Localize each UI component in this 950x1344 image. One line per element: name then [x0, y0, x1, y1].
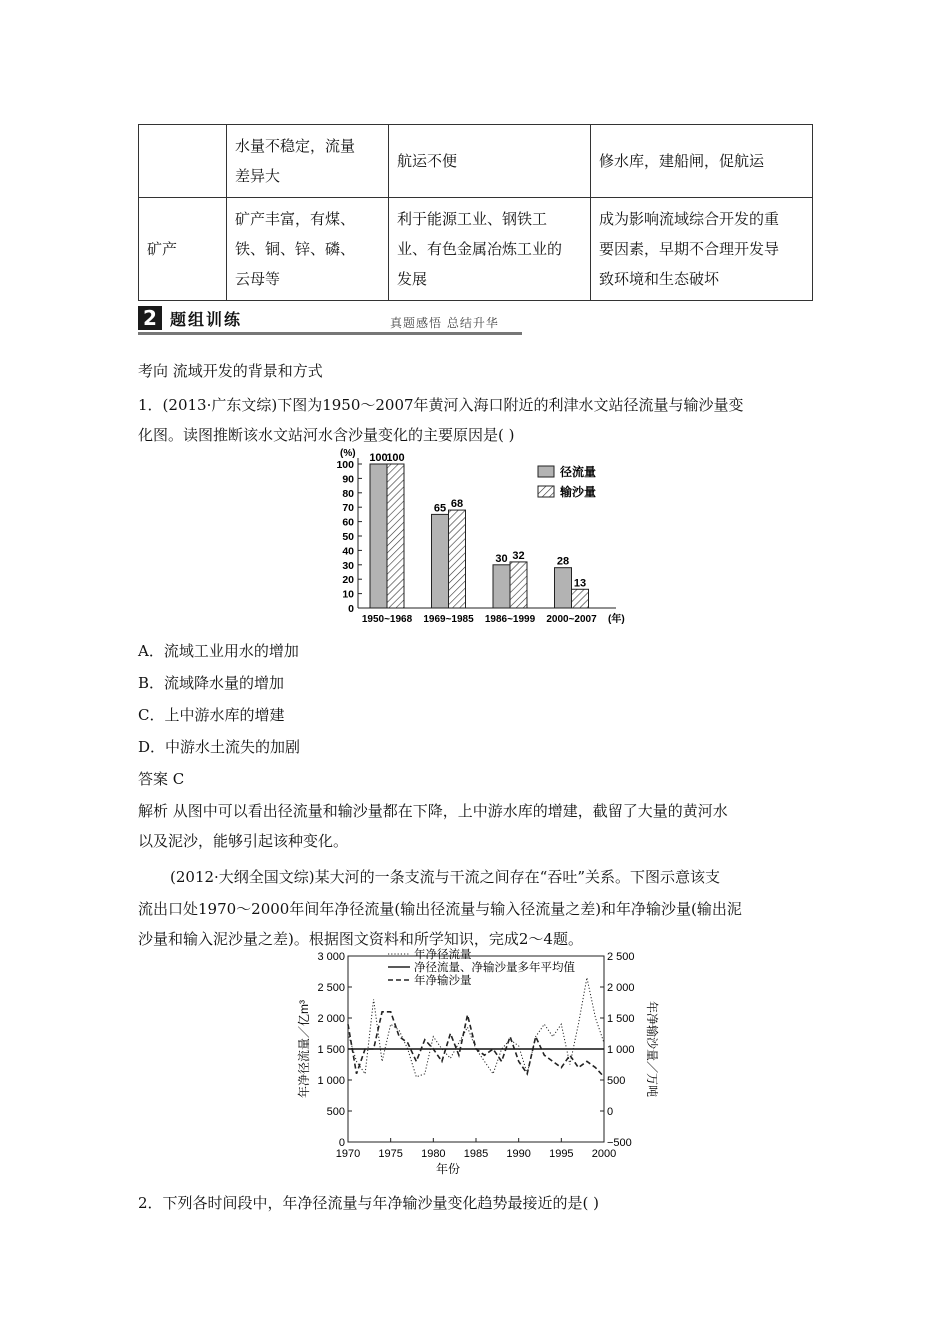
y-right-axis-label: 年净输沙量／万吨 — [645, 1000, 659, 1098]
y-tick-label: 40 — [342, 545, 354, 558]
x-tick-label: 1969~1985 — [423, 614, 474, 625]
legend-label: 输沙量 — [560, 485, 597, 499]
x-tick-label: 1980 — [421, 1148, 446, 1160]
y-tick-label: 80 — [342, 487, 354, 500]
bar — [493, 565, 510, 608]
y-tick-label: 0 — [348, 603, 354, 615]
passage-line-2: 流出口处1970～2000年间年净径流量(输出径流量与输入径流量之差)和年净输沙量(输出泥 — [138, 900, 742, 918]
topic-line: 考向 流域开发的背景和方式 — [138, 362, 323, 380]
x-axis-unit: (年) — [608, 614, 625, 625]
bar — [555, 568, 572, 608]
y-left-tick-label: 1 500 — [317, 1044, 345, 1056]
bar-data-label: 100 — [386, 452, 405, 464]
table-cell: 矿产丰富，有煤、 铁、铜、锌、磷、 云母等 — [227, 198, 389, 301]
answer-line: 答案 C — [138, 770, 185, 788]
table-cell: 利于能源工业、钢铁工 业、有色金属冶炼工业的 发展 — [389, 198, 591, 301]
y-tick-label: 50 — [342, 531, 354, 543]
legend-swatch — [538, 486, 554, 497]
y-tick-label: 20 — [342, 574, 354, 587]
y-right-tick-label: 2 000 — [607, 982, 635, 994]
y-tick-label: 60 — [342, 516, 354, 529]
question-1-line-2: 化图。读图推断该水文站河水含沙量变化的主要原因是( ) — [138, 426, 515, 444]
section-subtitle: 真题感悟 总结升华 — [390, 316, 499, 330]
table-cell: 矿产 — [139, 198, 227, 301]
legend-swatch — [538, 466, 554, 477]
y-axis-unit: (%) — [340, 448, 356, 459]
y-left-tick-label: 2 500 — [317, 982, 345, 994]
y-tick-label: 70 — [342, 502, 354, 515]
option-a: A．流域工业用水的增加 — [138, 642, 299, 660]
y-left-tick-label: 500 — [326, 1106, 345, 1118]
y-right-tick-label: 500 — [607, 1075, 626, 1087]
y-tick-label: 100 — [336, 459, 354, 471]
table-cell — [139, 125, 227, 198]
y-tick-label: 90 — [342, 473, 354, 486]
y-right-tick-label: 2 500 — [607, 951, 635, 963]
option-b: B．流域降水量的增加 — [138, 674, 285, 692]
x-axis-label: 年份 — [436, 1162, 461, 1176]
y-tick-label: 30 — [342, 559, 354, 572]
x-tick-label: 1975 — [378, 1148, 403, 1160]
legend-label: 年净径流量 — [414, 949, 472, 961]
legend-label: 径流量 — [560, 465, 597, 479]
section-number: 2 — [138, 306, 162, 330]
x-tick-label: 2000 — [591, 1148, 617, 1160]
table-cell: 成为影响流域综合开发的重 要因素，早期不合理开发导 致环境和生态破坏 — [591, 198, 813, 301]
y-tick-label: 10 — [342, 588, 354, 601]
bar-data-label: 68 — [450, 498, 464, 511]
section-underline — [138, 332, 522, 335]
x-tick-label: 2000~2007 — [546, 614, 597, 625]
y-right-tick-label: 1 000 — [607, 1044, 635, 1056]
question-1-line-1: 1．(2013·广东文综)下图为1950～2007年黄河入海口附近的利津水文站径流量与输沙量变 — [138, 396, 744, 414]
bar — [387, 464, 404, 608]
bar-data-label: 100 — [369, 452, 388, 464]
y-left-tick-label: 0 — [338, 1137, 345, 1149]
y-left-tick-label: 1 000 — [317, 1075, 345, 1087]
y-left-axis-label: 年净径流量／亿m³ — [297, 1000, 311, 1098]
option-c: C．上中游水库的增建 — [138, 706, 285, 724]
bar-data-label: 13 — [573, 577, 587, 590]
bar-chart — [326, 444, 636, 630]
table-row — [139, 198, 813, 301]
table-cell: 修水库，建船闸，促航运 — [591, 125, 813, 198]
bar-data-label: 32 — [512, 549, 525, 562]
analysis-line-2: 以及泥沙，能够引起该种变化。 — [138, 832, 349, 850]
table-cell: 航运不便 — [389, 125, 591, 198]
y-left-tick-label: 2 000 — [317, 1013, 345, 1025]
option-d: D．中游水土流失的加剧 — [138, 738, 301, 756]
section-header — [138, 306, 522, 332]
x-tick-label: 1985 — [463, 1148, 489, 1160]
y-right-tick-label: −500 — [607, 1137, 632, 1149]
analysis-line-1: 解析 从图中可以看出径流量和输沙量都在下降，上中游水库的增建，截留了大量的黄河水 — [138, 802, 728, 820]
bar-data-label: 65 — [433, 502, 447, 515]
y-right-tick-label: 0 — [607, 1106, 614, 1118]
legend-label: 净径流量、净输沙量多年平均值 — [414, 962, 575, 974]
bar — [432, 514, 449, 608]
question-2: 2．下列各时间段中，年净径流量与年净输沙量变化趋势最接近的是( ) — [138, 1194, 600, 1212]
bar-data-label: 28 — [556, 555, 570, 568]
comparison-table — [138, 124, 813, 301]
bar — [370, 464, 387, 608]
x-tick-label: 1950~1968 — [361, 614, 413, 625]
y-left-tick-label: 3 000 — [317, 951, 345, 963]
bar-data-label: 30 — [495, 552, 508, 565]
bar — [572, 589, 589, 608]
bar — [449, 510, 466, 608]
runoff-series-line — [348, 978, 604, 1077]
x-tick-label: 1990 — [506, 1148, 531, 1160]
line-chart — [292, 946, 672, 1178]
passage-line-1: (2012·大纲全国文综)某大河的一条支流与干流之间存在“吞吐”关系。下图示意该支 — [170, 868, 720, 886]
table-cell: 水量不稳定，流量 差异大 — [227, 125, 389, 198]
x-tick-label: 1970 — [335, 1148, 361, 1160]
section-title: 题组训练 — [170, 310, 243, 329]
bar — [510, 562, 527, 608]
legend-label: 年净输沙量 — [414, 975, 472, 987]
table-row — [139, 125, 813, 198]
passage-line-3: 沙量和输入泥沙量之差)。根据图文资料和所学知识，完成2～4题。 — [138, 930, 583, 948]
x-tick-label: 1986~1999 — [484, 614, 536, 625]
y-right-tick-label: 1 500 — [607, 1013, 635, 1025]
x-tick-label: 1995 — [549, 1148, 574, 1160]
